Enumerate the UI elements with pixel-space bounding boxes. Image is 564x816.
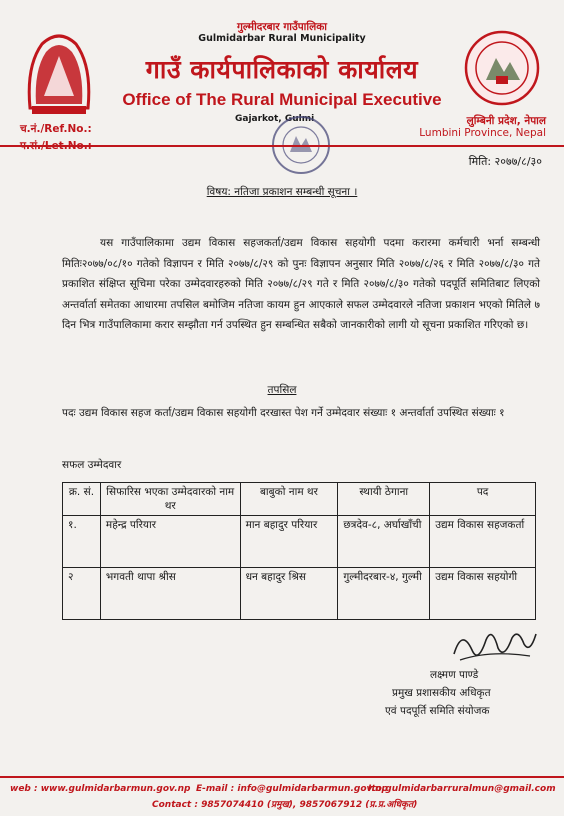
province-np: लुम्बिनी प्रदेश, नेपाल	[466, 115, 546, 127]
signatory-designation: प्रमुख प्रशासकीय अधिकृत	[392, 687, 491, 699]
office-title-np: गाउँ कार्यपालिकाको कार्यालय	[145, 55, 419, 84]
table-cell: गुल्मीदरबार-४, गुल्मी	[338, 568, 430, 620]
table-cell: २	[63, 568, 101, 620]
municipality-logo-icon	[462, 28, 542, 108]
table-row	[63, 516, 536, 568]
table-cell: १.	[63, 516, 101, 568]
signatory-name: लक्ष्मण पाण्डे	[430, 669, 479, 681]
col-header-address: स्थायी ठेगाना	[338, 483, 430, 516]
footer-email: E-mail : info@gulmidarbarmun.gov.np	[196, 784, 388, 794]
col-header-father: बाबुको नाम थर	[240, 483, 338, 516]
successful-candidates-label: सफल उम्मेदवार	[62, 459, 122, 471]
header-divider	[0, 145, 564, 147]
results-table	[62, 482, 536, 620]
notice-subject: विषय: नतिजा प्रकाशन सम्बन्धी सूचना ।	[206, 186, 358, 198]
footer-divider	[0, 776, 564, 778]
office-location: Gajarkot, Gulmi	[235, 114, 315, 124]
signatory-committee-role: एवं पदपूर्ति समिति संयोजक	[385, 705, 490, 717]
handwritten-signature	[450, 620, 540, 672]
table-cell: उद्यम विकास सहयोगी	[430, 568, 536, 620]
footer-email-secondary: Ito.gulmidarbarruralmun@gmail.com	[368, 784, 556, 794]
post-details-line: पदः उद्यम विकास सहज कर्ता/उद्यम विकास सहयोगी दरखास्त पेश गर्ने उम्मेदवार संख्याः १ अन्तर्वार्ता उपस्थित संख्याः १	[62, 407, 505, 419]
municipality-name-np: गुल्मीदरबार गाउँपालिका	[236, 21, 328, 33]
table-cell: मान बहादुर परियार	[240, 516, 338, 568]
col-header-sn: क्र. सं.	[63, 483, 101, 516]
table-cell: छत्रदेव-८, अर्घाखाँची	[338, 516, 430, 568]
province-en: Lumbini Province, Nepal	[419, 127, 546, 139]
document-date: मिति: २०७७/८/३०	[468, 155, 542, 168]
notice-paragraph: यस गाउँपालिकामा उद्यम विकास सहजकर्ता/उद्यम विकास सहयोगी पदमा करारमा कर्मचारी भर्ना सम्बन्धी मितिः२०७७/०८/१० गतेको विज्ञापन र मिति २०७७/८/२९ को पुनः विज्ञापन अनुसार मिति २०७७/८/२६ र मिति २०७७/८/३० गते प्रकाशित संक्षिप्त सूचिमा परेका उम्मेदवारहरुको मिति २०७७/८/२९ गते र मिति २०७७/८/३० गतेको पदपूर्ति समितिबाट लिएको अन्तर्वार्ता समेतका आधारमा तपसिल बमोजिम नतिजा कायम हुन आएकाले सफल उम्मेदवारले नतिजा प्रकाशन भएको मितिले ७ दिन भित्र गाउँपालिकामा करार सम्झौता गर्न उपस्थित हुन सम्बन्धित सबैको जानकारीको लागी यो सूचना प्रकाशित गरिएको छ।	[62, 237, 540, 331]
office-title-en: Office of The Rural Municipal Executive	[122, 90, 442, 109]
ref-no-label: च.नं./Ref.No.:	[20, 123, 92, 135]
table-cell: महेन्द्र परियार	[100, 516, 240, 568]
footer-website: web : www.gulmidarbarmun.gov.np	[10, 784, 191, 794]
col-header-post: पद	[430, 483, 536, 516]
municipality-name-en: Gulmidarbar Rural Municipality	[198, 33, 366, 44]
col-header-candidate: सिफारिस भएका उम्मेदवारको नाम थर	[100, 483, 240, 516]
footer-contact: Contact : 9857074410 (प्रमुख), 9857067912 (प्र.प्र.अधिकृत)	[152, 800, 418, 810]
table-header-row	[63, 483, 536, 516]
table-cell: उद्यम विकास सहजकर्ता	[430, 516, 536, 568]
table-cell: धन बहादुर श्रिस	[240, 568, 338, 620]
details-heading: तपसिल	[267, 384, 297, 396]
table-row	[63, 568, 536, 620]
table-cell: भगवती थापा श्रीस	[100, 568, 240, 620]
